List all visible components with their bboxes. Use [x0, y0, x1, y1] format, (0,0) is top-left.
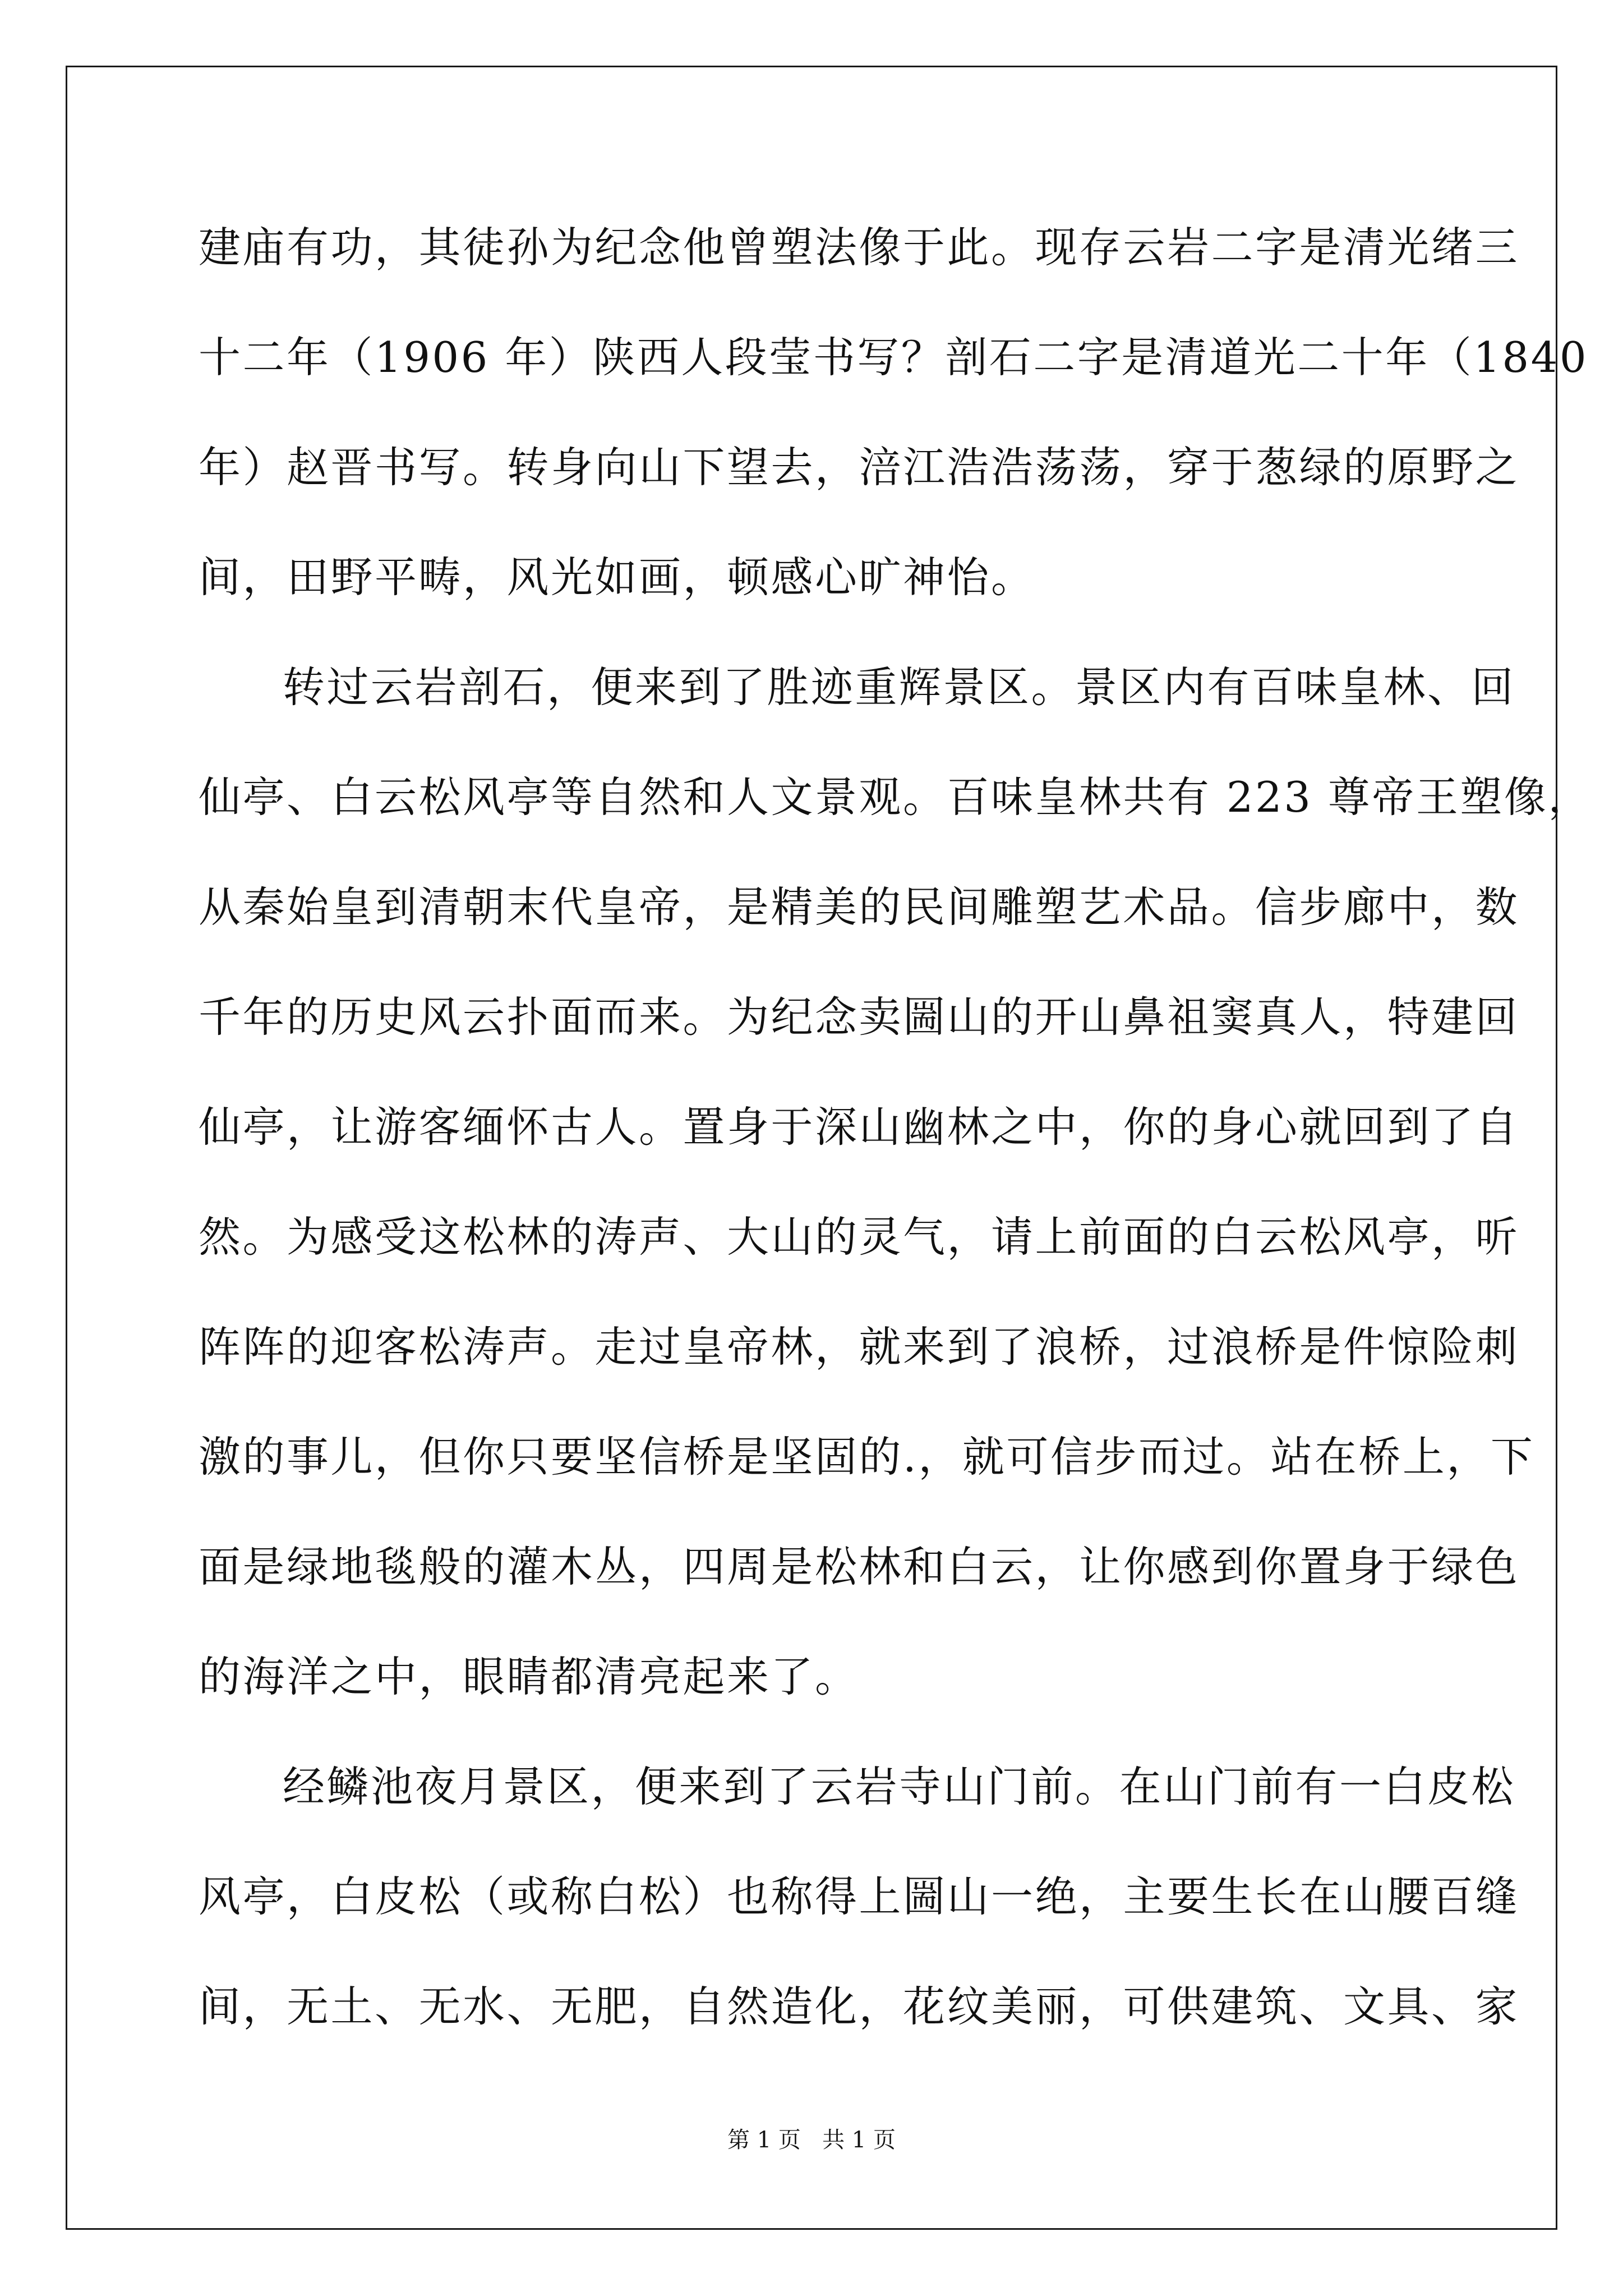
text-line: 年）赵晋书写。转身向山下望去，涪江浩浩荡荡，穿于葱绿的原野之: [199, 443, 1520, 492]
text-line: 间，田野平畴，风光如画，顿感心旷神怡。: [199, 553, 1035, 602]
paragraph-first-line: 经鳞池夜月景区，便来到了云岩寺山门前。在山门前有一白皮松: [283, 1762, 1516, 1811]
text-line: 阵阵的迎客松涛声。走过皇帝林，就来到了浪桥，过浪桥是件惊险刺: [199, 1322, 1520, 1372]
text-line: 建庙有功，其徒孙为纪念他曾塑法像于此。现存云岩二字是清光绪三: [199, 223, 1520, 272]
text-line: 仙亭、白云松风亭等自然和人文景观。百味皇林共有 223 尊帝王塑像，: [199, 772, 1592, 822]
text-line: 激的事儿，但你只要坚信桥是坚固的.，就可信步而过。站在桥上，下: [199, 1432, 1535, 1481]
text-line: 仙亭，让游客缅怀古人。置身于深山幽林之中，你的身心就回到了自: [199, 1102, 1520, 1152]
text-line: 面是绿地毯般的灌木丛，四周是松林和白云，让你感到你置身于绿色: [199, 1542, 1520, 1591]
text-line: 从秦始皇到清朝末代皇帝，是精美的民间雕塑艺术品。信步廊中，数: [199, 882, 1520, 932]
text-line: 风亭，白皮松（或称白松）也称得上圌山一绝，主要生长在山腰百缝: [199, 1872, 1520, 1921]
paragraph-first-line: 转过云岩剖石，便来到了胜迹重辉景区。景区内有百味皇林、回: [283, 662, 1516, 712]
text-line: 千年的历史风云扑面而来。为纪念卖圌山的开山鼻祖窦真人，特建回: [199, 992, 1520, 1042]
text-line: 十二年（1906 年）陕西人段莹书写？剖石二字是清道光二十年（1840: [199, 333, 1589, 382]
page-footer: 第 1 页 共 1 页: [727, 2127, 896, 2153]
text-line: 间，无土、无水、无肥，自然造化，花纹美丽，可供建筑、文具、家: [199, 1982, 1520, 2031]
text-line: 然。为感受这松林的涛声、大山的灵气，请上前面的白云松风亭，听: [199, 1212, 1520, 1262]
text-line: 的海洋之中，眼睛都清亮起来了。: [199, 1652, 859, 1701]
